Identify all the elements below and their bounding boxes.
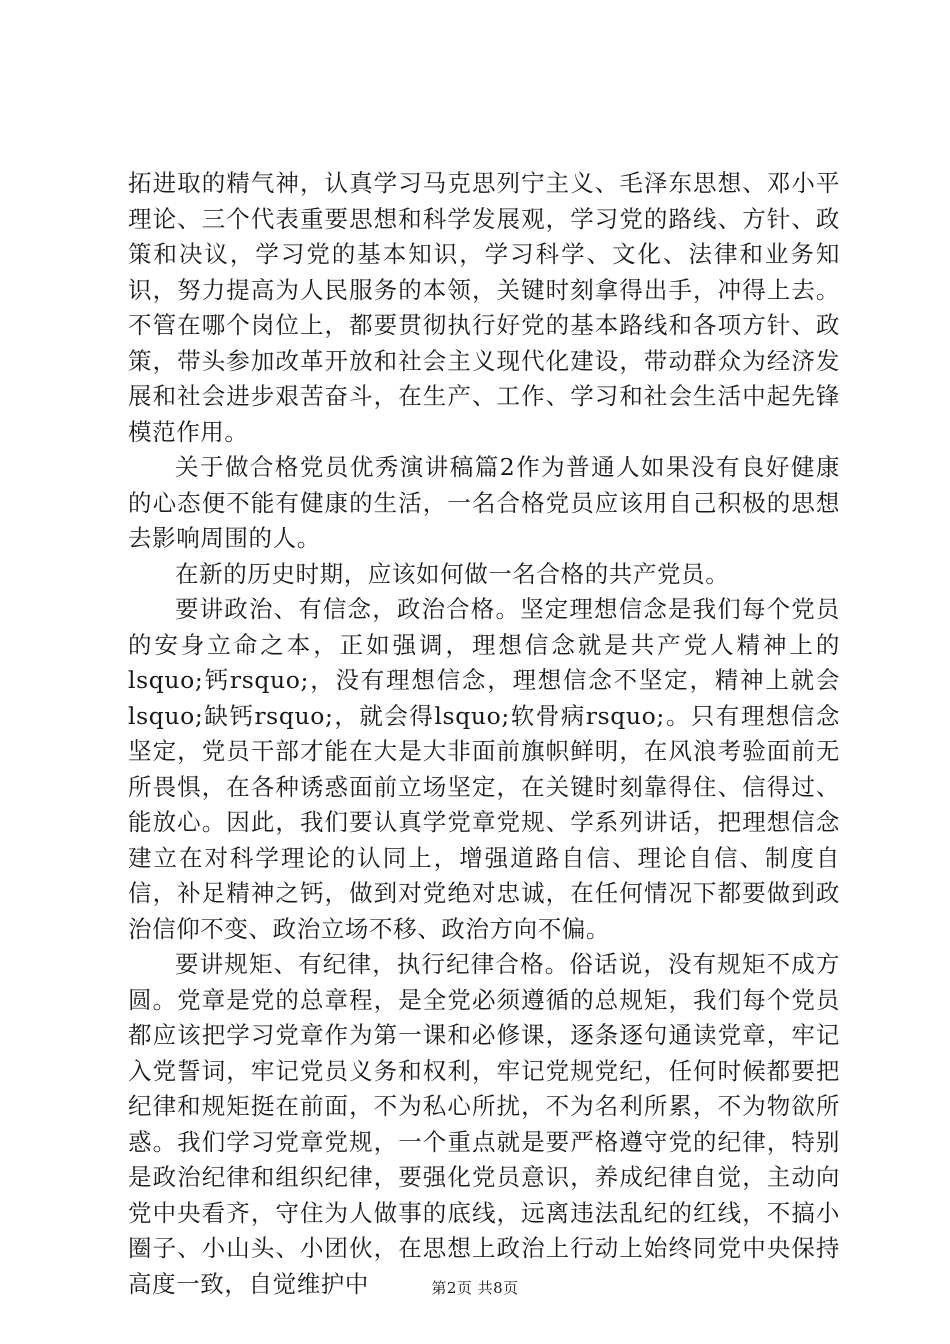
document-body — [128, 166, 840, 1302]
paragraph-3: 在新的历史时期，应该如何做一名合格的共产党员。 — [175, 559, 730, 588]
paragraph-4: 要讲政治、有信念，政治合格。坚定理想信念是我们每个党员的安身立命之本，正如强调，理想信念就是共产党人精神上的lsquo;钙rsquo;，没有理想信念，理想信念不坚定，精神上就会lsquo;缺钙rsquo;，就会得lsquo;软骨病rsquo;。只有理想信念坚定，党员干部才能在大是大非面前旗帜鲜明，在风浪考验面前无所畏惧，在各种诱惑面前立场坚定，在关键时刻靠得住、信得过、能放心。因此，我们要认真学党章党规、学系列讲话，把理想信念建立在对科学理论的认同上，增强道路自信、理论自信、制度自信，补足精神之钙，做到对党绝对忠诚，在任何情况下都要做到政治信仰不变、政治立场不移、政治方向不偏。 — [128, 595, 840, 943]
paragraph-2: 关于做合格党员优秀演讲稿篇2作为普通人如果没有良好健康的心态便不能有健康的生活，一名合格党员应该用自己积极的思想去影响周围的人。 — [128, 453, 840, 552]
page-number-footer: 第2页 共8页 — [431, 1279, 519, 1297]
paragraph-1: 拓进取的精气神，认真学习马克思列宁主义、毛泽东思想、邓小平理论、三个代表重要思想和科学发展观，学习党的路线、方针、政策和决议，学习党的基本知识，学习科学、文化、法律和业务知识，努力提高为人民服务的本领，关键时刻拿得出手，冲得上去。不管在哪个岗位上，都要贯彻执行好党的基本路线和各项方针、政策，带头参加改革开放和社会主义现代化建设，带动群众为经济发展和社会进步艰苦奋斗，在生产、工作、学习和社会生活中起先锋模范作用。 — [128, 169, 840, 446]
paragraph-5: 要讲规矩、有纪律，执行纪律合格。俗话说，没有规矩不成方圆。党章是党的总章程，是全党必须遵循的总规矩，我们每个党员都应该把学习党章作为第一课和必修课，逐条逐句通读党章，牢记入党誓词，牢记党员义务和权利，牢记党规党纪，任何时候都要把纪律和规矩挺在前面，不为私心所扰，不为名利所累，不为物欲所惑。我们学习党章党规，一个重点就是要严格遵守党的纪律，特别是政治纪律和组织纪律，要强化党员意识，养成纪律自觉，主动向党中央看齐，守住为人做事的底线，远离违法乱纪的红线，不搞小圈子、小山头、小团伙，在思想上政治上行动上始终同党中央保持高度一致，自觉维护中 — [128, 950, 840, 1298]
